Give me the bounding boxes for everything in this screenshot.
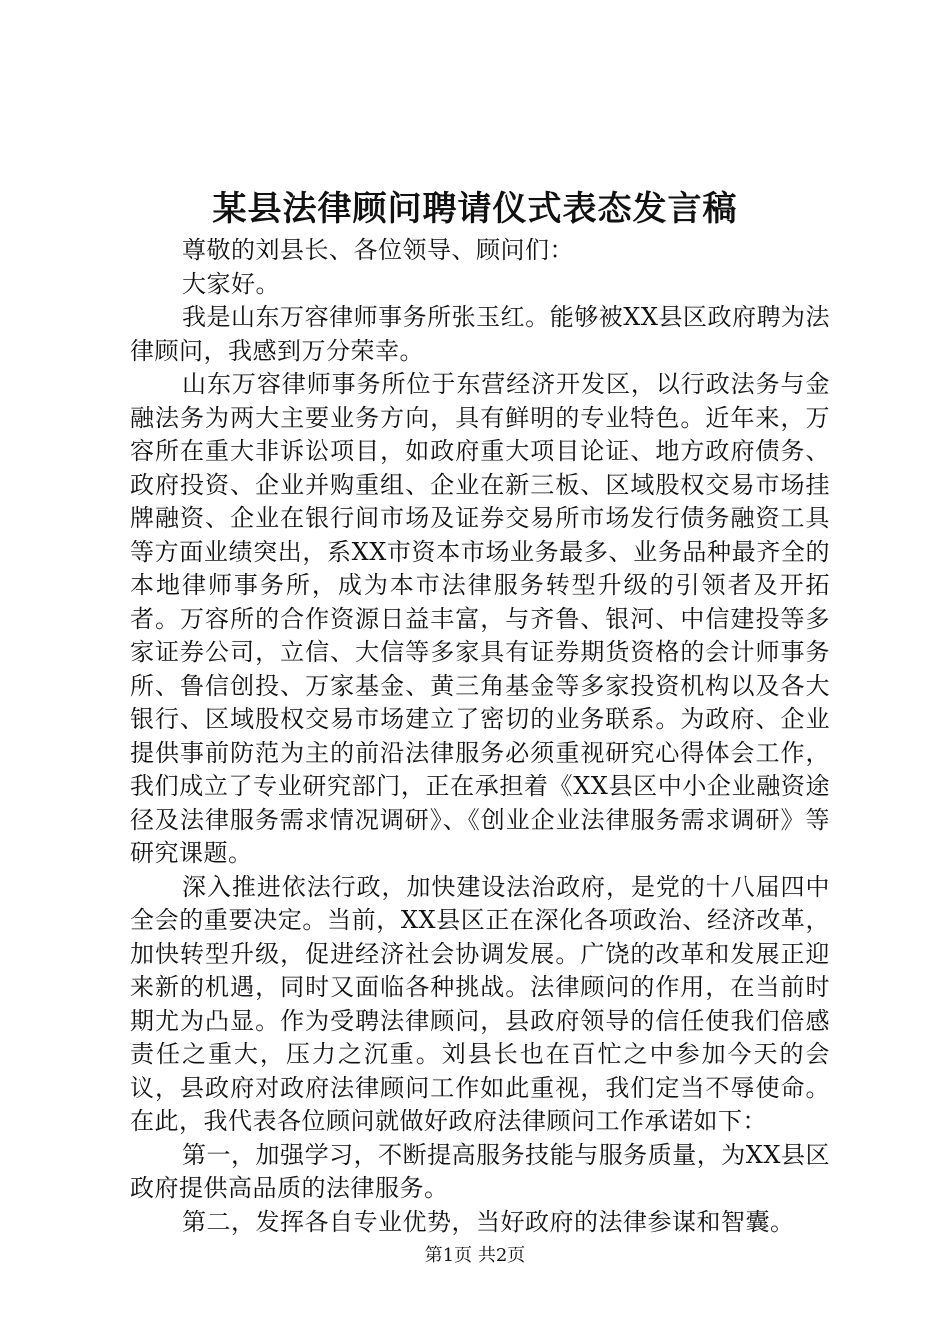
paragraph-pledge-two: 第二，发挥各自专业优势，当好政府的法律参谋和智囊。: [182, 1207, 795, 1236]
paragraph-introduction: 我是山东万容律师事务所张玉红。能够被XX县区政府聘为法律顾问，我感到万分荣幸。: [130, 303, 830, 365]
paragraph-pledge-one: 第一，加强学习，不断提高服务技能与服务质量，为XX县区政府提供高品质的法律服务。: [130, 1140, 830, 1202]
paragraph-greeting: 大家好。: [182, 269, 280, 298]
document-title: 某县法律顾问聘请仪式表态发言稿: [212, 189, 738, 229]
page-number-footer: 第1页 共2页: [424, 1245, 526, 1266]
paragraph-firm-profile: 山东万容律师事务所位于东营经济开发区，以行政法务与金融法务为两大主要业务方向，具有鲜明的专业特色。近年来，万容所在重大非诉讼项目，如政府重大项目论证、地方政府债务、政府投资、企业并购重组、企业在新三板、区域股权交易市场挂牌融资、企业在银行间市场及证券交易所市场发行债务融资工具等方面业绩突出，系XX市资本市场业务最多、业务品种最齐全的本地律师事务所，成为本市法律服务转型升级的引领者及开拓者。万容所的合作资源日益丰富，与齐鲁、银河、中信建投等多家证券公司，立信、大信等多家具有证券期货资格的会计师事务所、鲁信创投、万家基金、黄三角基金等多家投资机构以及各大银行、区域股权交易市场建立了密切的业务联系。为政府、企业提供事前防范为主的前沿法律服务必须重视研究心得体会工作，我们成立了专业研究部门，正在承担着《XX县区中小企业融资途径及法律服务需求情况调研》、《创业企业法律服务需求调研》等研究课题。: [130, 370, 830, 867]
document-body: [130, 234, 830, 1239]
paragraph-context: 深入推进依法行政，加快建设法治政府，是党的十八届四中全会的重要决定。当前，XX县区正在深化各项政治、经济改革，加快转型升级，促进经济社会协调发展。广饶的改革和发展正迎来新的机遇，同时又面临各种挑战。法律顾问的作用，在当前时期尤为凸显。作为受聘法律顾问，县政府领导的信任使我们倍感责任之重大，压力之沉重。刘县长也在百忙之中参加今天的会议，县政府对政府法律顾问工作如此重视，我们定当不辱使命。在此，我代表各位顾问就做好政府法律顾问工作承诺如下：: [130, 872, 830, 1135]
paragraph-salutation: 尊敬的刘县长、各位领导、顾问们：: [182, 236, 574, 264]
